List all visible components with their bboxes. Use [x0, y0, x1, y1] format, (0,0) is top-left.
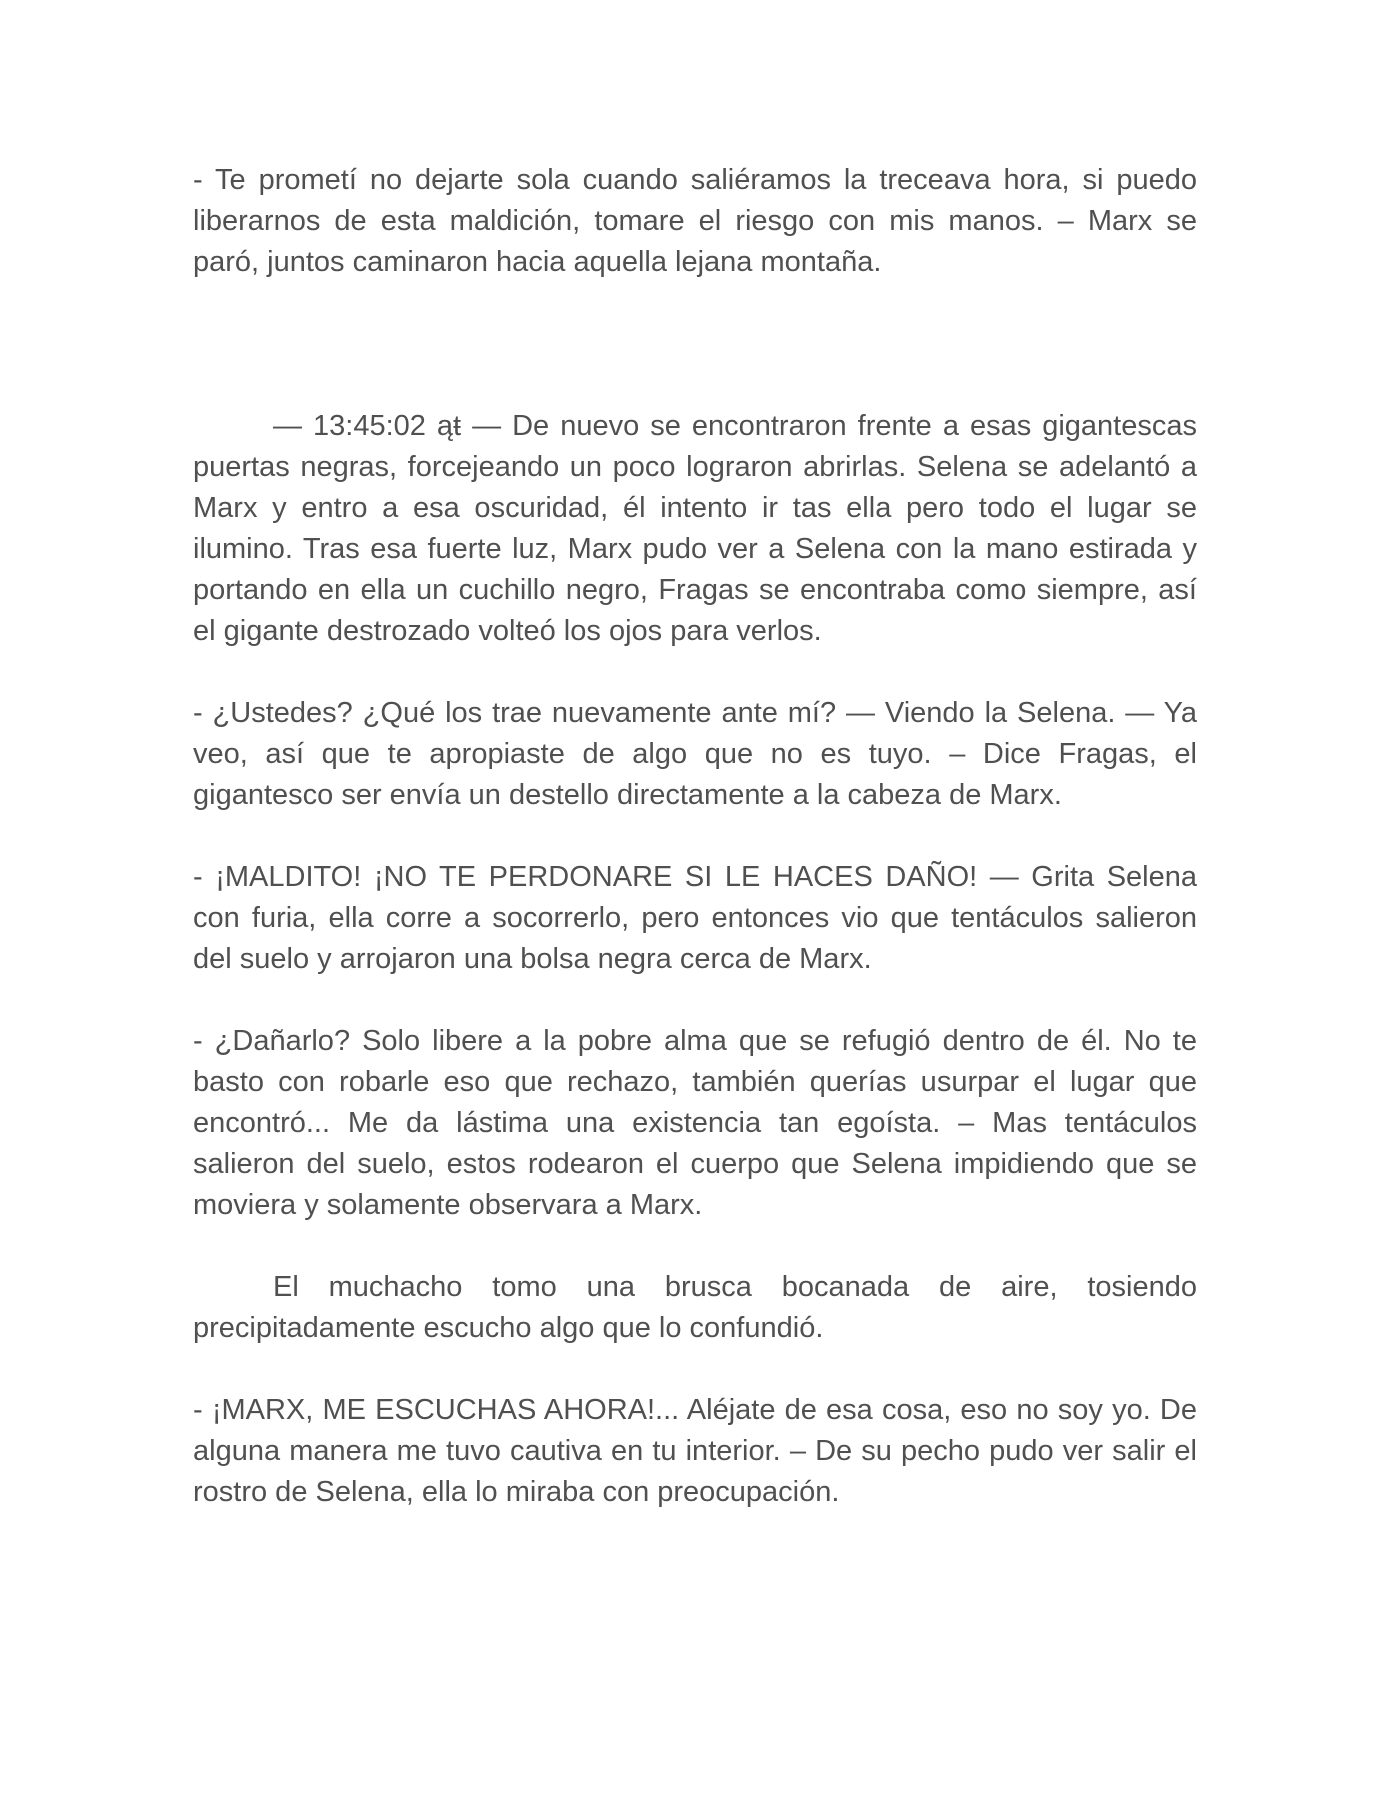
paragraph-6: El muchacho tomo una brusca bocanada de aire, tosiendo precipitadamente escucho algo que lo confundió. [193, 1271, 1197, 1344]
paragraph-2: — 13:45:02 ąŧ — De nuevo se encontraron frente a esas gigantescas puertas negras, forcejeando un poco lograron abrirlas. Selena se adelantó a Marx y entro a esa oscuridad, él intento ir tas ella pero todo el lugar se ilumino. Tras esa fuerte luz, Marx pudo ver a Selena con la mano estirada y portando en ella un cuchillo negro, Fragas se encontraba como siempre, así el gigante destrozado volteó los ojos para verlos. [193, 410, 1197, 647]
paragraph-5: - ¿Dañarlo? Solo libere a la pobre alma que se refugió dentro de él. No te basto con robarle eso que rechazo, también querías usurpar el lugar que encontró... Me da lástima una existencia tan egoísta. – Mas tentáculos salieron del suelo, estos rodearon el cuerpo que Selena impidiendo que se moviera y solamente observara a Marx. [193, 1025, 1197, 1221]
paragraph-4: - ¡MALDITO! ¡NO TE PERDONARE SI LE HACES DAÑO! — Grita Selena con furia, ella corre a socorrerlo, pero entonces vio que tentáculos salieron del suelo y arrojaron una bolsa negra cerca de Marx. [193, 861, 1197, 975]
paragraph-3: - ¿Ustedes? ¿Qué los trae nuevamente ante mí? — Viendo la Selena. — Ya veo, así que te apropiaste de algo que no es tuyo. – Dice Fragas, el gigantesco ser envía un destello directamente a la cabeza de Marx. [193, 697, 1197, 811]
document-body [193, 160, 1197, 1513]
paragraph-1: - Te prometí no dejarte sola cuando saliéramos la treceava hora, si puedo liberarnos de esta maldición, tomare el riesgo con mis manos. – Marx se paró, juntos caminaron hacia aquella lejana montaña. [193, 164, 1197, 278]
paragraph-7: - ¡MARX, ME ESCUCHAS AHORA!... Aléjate de esa cosa, eso no soy yo. De alguna manera me tuvo cautiva en tu interior. – De su pecho pudo ver salir el rostro de Selena, ella lo miraba con preocupación. [193, 1394, 1197, 1508]
